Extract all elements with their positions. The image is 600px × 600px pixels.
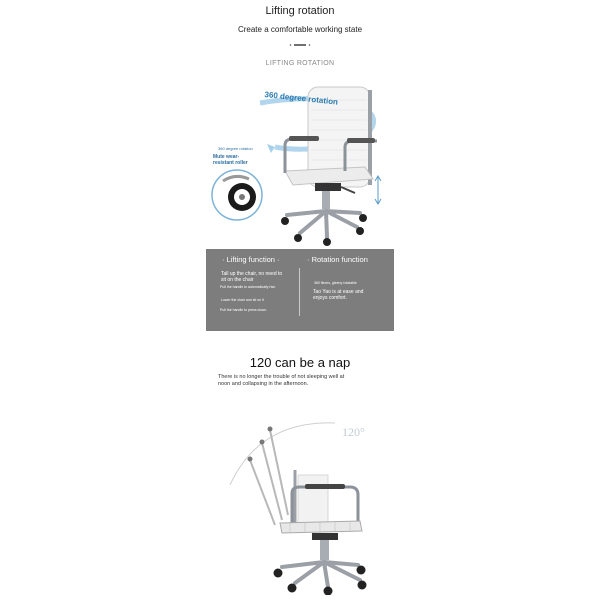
nap-title: 120 can be a nap xyxy=(249,355,351,370)
nap-desc-line-2: noon and collapsing in the afternoon. xyxy=(218,380,309,387)
lifting-text-1: Tall up the chair, no need to xyxy=(221,271,283,277)
divider-mark xyxy=(289,43,311,47)
lifting-function-heading: · Lifting function · xyxy=(222,255,280,264)
rotation-text-2: Tao Yao is at ease and xyxy=(313,289,364,295)
rotation-text-3: enjoys comfort. xyxy=(313,295,347,301)
nap-desc-line-1: There is no longer the trouble of not sleeping well at xyxy=(218,374,345,380)
roller-caption-top: 360 degree rotation xyxy=(218,146,253,151)
panel-divider xyxy=(299,268,300,316)
lifting-text-4: Lower the chair and sit on it xyxy=(221,298,264,302)
recline-angle-label: 120° xyxy=(342,425,365,439)
lifting-text-5: Pull the handle to press down. xyxy=(220,308,267,312)
nap-description xyxy=(218,374,398,387)
lifting-text-3: Pull the handle to automatically rise. xyxy=(220,285,277,289)
lifting-text-2: sit on the chair xyxy=(221,277,254,283)
page-title: Lifting rotation xyxy=(265,5,335,17)
section-label: LIFTING ROTATION xyxy=(265,60,335,67)
rotation-text-1: 360 flexes, gleeny rotatable xyxy=(314,281,357,285)
reclining-chair-image xyxy=(220,415,385,595)
rotation-function-heading: · Rotation function xyxy=(307,255,368,264)
rotation-callout: 360 degree rotation xyxy=(264,90,339,107)
page-subtitle: Create a comfortable working state xyxy=(237,25,363,34)
roller-caption: Mute wear-resistant roller xyxy=(213,154,248,166)
